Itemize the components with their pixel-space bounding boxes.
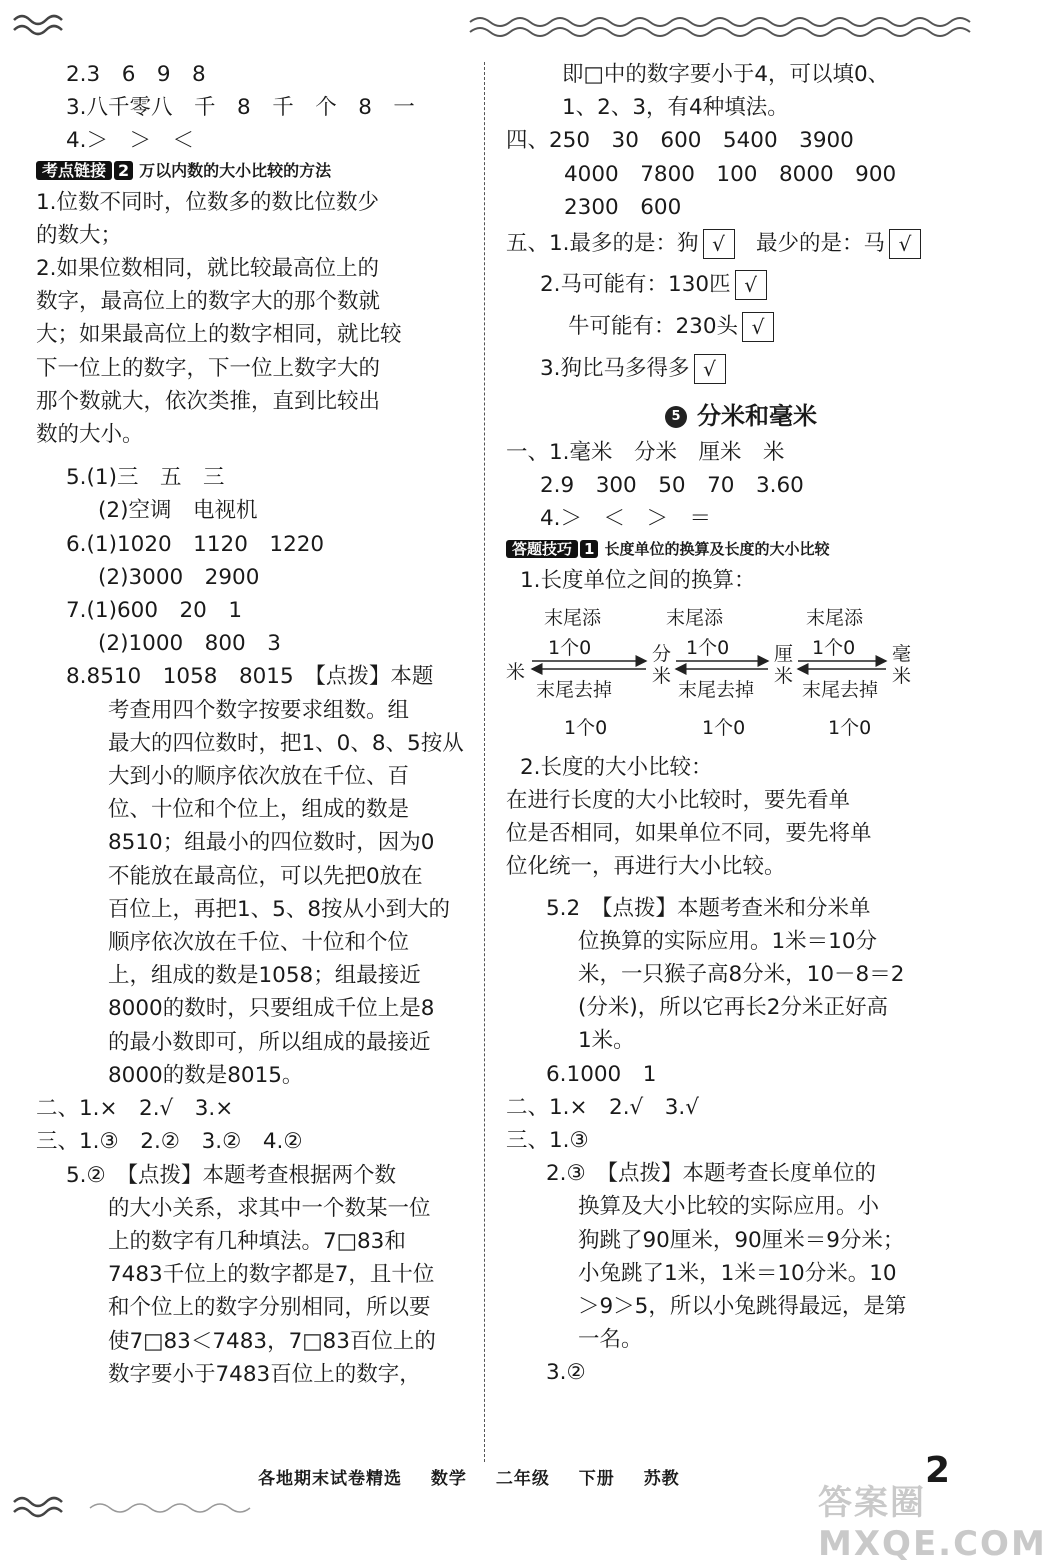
unit-section-3-q2-line-3: 狗跳了90厘米，90厘米＝9分米； (578, 1227, 905, 1253)
skill-text-1: 1.长度单位之间的换算： (520, 567, 756, 593)
label-zero-top-1: 1个0 (548, 636, 592, 659)
section-5-q2-cow (506, 306, 976, 348)
right-column (506, 58, 976, 1390)
label-remove-2: 末尾去掉 (678, 678, 755, 701)
label-zero-bottom-2: 1个0 (702, 716, 746, 739)
tip-tag-number: 2 (114, 161, 133, 180)
answer-5-2: (2)空调 电视机 (98, 498, 258, 524)
answer-8-line-4: 大到小的顺序依次放在千位、百 (108, 764, 410, 790)
section-5-q2-horse (506, 264, 976, 306)
unit-answer-5-line-3: 米，一只猴子高8分米，10－8＝2 (578, 962, 905, 988)
section-3-q5-line-1: 5.② 【点拨】本题考查根据两个数 (66, 1162, 397, 1188)
skill-text-2: 2.长度的大小比较： (520, 754, 713, 780)
answer-8-line-9: 顺序依次放在千位、十位和个位 (108, 930, 410, 956)
skill-text-3-line-3: 位化统一，再进行大小比较。 (506, 854, 786, 880)
section-3-answers: 三、1.③ 2.② 3.② 4.② (36, 1129, 303, 1155)
answer-8-line-1: 8.8510 1058 8015 【点拨】本题 (66, 664, 434, 690)
rule-2-line-3: 大；如果最高位上的数字相同，就比较 (36, 322, 402, 348)
label-append-2: 末尾添 (666, 606, 724, 629)
skill-text-3-line-1: 在进行长度的大小比较时，要先看单 (506, 788, 851, 814)
rule-2-line-6: 数的大小。 (36, 422, 144, 448)
section-3-q5-line-7: 数字要小于7483百位上的数字， (108, 1361, 421, 1387)
section-3-q5-line-2: 的大小关系，求其中一个数某一位 (108, 1195, 431, 1221)
unit-answer-5-line-4: (分米)，所以它再长2分米正好高 (578, 995, 888, 1021)
least-label: 最少的是：马 (756, 231, 886, 257)
skill-tag-label: 答题技巧 (506, 540, 578, 558)
answer-8-line-12: 的最小数即可，所以组成的最接近 (108, 1029, 431, 1055)
answer-8-line-11: 8000的数时，只要组成千位上是8 (108, 996, 435, 1022)
unit-section-3-q2-line-1: 2.③ 【点拨】本题考查长度单位的 (546, 1161, 877, 1187)
unit-answer-5-line-1: 5.2 【点拨】本题考查米和分米单 (546, 895, 871, 921)
footer-edition: 苏教 (643, 1469, 680, 1489)
dog-horse-label: 3.狗比马多得多 (540, 356, 690, 382)
answer-6-2: (2)3000 2900 (98, 564, 260, 590)
section-3-q5-line-3: 上的数字有几种填法。7□83和 (108, 1228, 406, 1254)
rule-2-line-5: 那个数就大，依次类推，直到比较出 (36, 388, 381, 414)
check-box-cow: √ (742, 312, 774, 342)
rule-2-line-2: 数字，最高位上的数字大的那个数就 (36, 289, 381, 315)
continuation-line-1: 即□中的数字要小于4，可以填0、 (562, 62, 890, 87)
rule-2-line-1: 2.如果位数相同，就比较最高位上的 (36, 256, 380, 282)
tip-tag (36, 160, 331, 182)
label-zero-top-3: 1个0 (812, 636, 856, 659)
footer-grade: 二年级 (495, 1469, 550, 1489)
unit-section-3-q2-line-5: ＞9＞5，所以小兔跳得最远，是第 (578, 1294, 907, 1320)
tip-tag-label: 考点链接 (36, 161, 112, 180)
label-append-3: 末尾添 (806, 606, 864, 629)
answer-8-line-10: 上，组成的数是1058；组最接近 (108, 963, 421, 989)
unit-section-1-q2: 2.9 300 50 70 3.60 (540, 473, 804, 499)
section-3-q5-line-6: 使7□83＜7483，7□83百位上的 (108, 1328, 436, 1354)
unit-section-2-answers: 二、1.× 2.√ 3.√ (506, 1094, 699, 1120)
unit-centimeter: 厘米 (774, 642, 794, 687)
rule-2-line-4: 下一位上的数字，下一位上数字大的 (36, 355, 381, 381)
unit-section-3-q2-line-4: 小兔跳了1米，1米＝10分米。10 (578, 1260, 897, 1286)
answer-8-line-3: 最大的四位数时，把1、0、8、5按从 (108, 730, 464, 756)
unit-heading (506, 396, 976, 436)
footer-book-info (258, 1464, 702, 1489)
section-2-answers: 二、1.× 2.√ 3.× (36, 1096, 234, 1122)
unit-number-badge: 5 (665, 406, 687, 428)
section-5-q1 (506, 224, 976, 264)
section-4-line-1: 四、250 30 600 5400 3900 (506, 128, 854, 154)
label-zero-bottom-1: 1个0 (564, 716, 608, 739)
cow-label: 牛可能有：230头 (568, 314, 739, 340)
footer-book-title: 各地期末试卷精选 (258, 1469, 402, 1489)
section-3-q5-line-4: 7483千位上的数字都是7，且十位 (108, 1262, 435, 1288)
unit-meter: 米 (506, 660, 526, 683)
footer-subject: 数学 (430, 1469, 467, 1489)
unit-millimeter: 毫米 (892, 642, 912, 687)
unit-section-3-q3: 3.② (546, 1360, 586, 1386)
label-zero-top-2: 1个0 (686, 636, 730, 659)
check-box-horse: √ (735, 270, 767, 300)
answer-5-1: 5.(1)三 五 三 (66, 465, 225, 491)
answer-4: 4.＞ ＞ ＜ (66, 128, 195, 154)
unit-answer-6: 6.1000 1 (546, 1061, 657, 1087)
label-remove-1: 末尾去掉 (536, 678, 613, 701)
skill-tag-number: 1 (580, 540, 598, 558)
left-column (36, 58, 478, 1391)
skill-tag-title: 长度单位的换算及长度的大小比较 (604, 539, 830, 558)
page-number: 2 (925, 1450, 951, 1491)
answer-6-1: 6.(1)1020 1120 1220 (66, 531, 325, 557)
rule-1-line-1: 1.位数不同时，位数多的数比位数少 (36, 189, 380, 215)
unit-section-3-q1: 三、1.③ (506, 1128, 589, 1154)
answer-7-1: 7.(1)600 20 1 (66, 598, 243, 624)
skill-tag (506, 538, 829, 560)
rule-1-line-2: 的数大； (36, 222, 123, 248)
answer-7-2: (2)1000 800 3 (98, 631, 281, 657)
unit-section-1-q4: 4.＞ ＜ ＞ ＝ (540, 506, 712, 532)
answer-8-line-13: 8000的数是8015。 (108, 1062, 304, 1088)
label-remove-3: 末尾去掉 (802, 678, 879, 701)
header-wave-decoration (0, 8, 1009, 42)
answer-2: 2.3 6 9 8 (66, 62, 206, 87)
unit-answer-5-line-5: 1米。 (578, 1028, 635, 1054)
most-label: 五、1.最多的是：狗 (506, 231, 699, 257)
unit-conversion-diagram (506, 603, 976, 745)
unit-section-3-q2-line-6: 一名。 (578, 1327, 643, 1353)
unit-decimeter: 分米 (652, 642, 672, 687)
watermark-logo: 答案圈 MXQE.COM (818, 1483, 1047, 1564)
unit-title: 分米和毫米 (697, 402, 817, 431)
answer-8-line-5: 位、十位和个位上，组成的数是 (108, 797, 410, 823)
section-5-q3 (506, 348, 976, 390)
label-append-1: 末尾添 (544, 606, 602, 629)
check-box-least: √ (889, 229, 921, 259)
footer-term: 下册 (578, 1469, 615, 1489)
check-box-dog-horse: √ (694, 354, 726, 384)
answer-3: 3.八千零八 千 8 千 个 8 一 (66, 95, 415, 121)
column-divider (484, 62, 485, 1462)
section-3-q5-line-5: 和个位上的数字分别相同，所以要 (108, 1295, 431, 1321)
check-box-most: √ (703, 229, 735, 259)
answer-8-line-2: 考查用四个数字按要求组数。组 (108, 697, 410, 723)
horse-label: 2.马可能有：130匹 (540, 272, 731, 298)
label-zero-bottom-3: 1个0 (828, 716, 872, 739)
unit-section-3-q2-line-2: 换算及大小比较的实际应用。小 (578, 1194, 880, 1220)
answer-8-line-7: 不能放在最高位，可以先把0放在 (108, 863, 423, 889)
unit-section-1-q1: 一、1.毫米 分米 厘米 米 (506, 440, 785, 466)
unit-answer-5-line-2: 位换算的实际应用。1米＝10分 (578, 928, 878, 954)
skill-text-3-line-2: 位是否相同，如果单位不同，要先将单 (506, 821, 872, 847)
continuation-line-2: 1、2、3，有4种填法。 (562, 95, 789, 121)
section-4-line-3: 2300 600 (564, 194, 682, 220)
tip-tag-title: 万以内数的大小比较的方法 (139, 160, 332, 180)
answer-8-line-8: 百位上，再把1、5、8按从小到大的 (108, 896, 451, 922)
section-4-line-2: 4000 7800 100 8000 900 (564, 161, 897, 187)
answer-8-line-6: 8510；组最小的四位数时，因为0 (108, 830, 435, 856)
